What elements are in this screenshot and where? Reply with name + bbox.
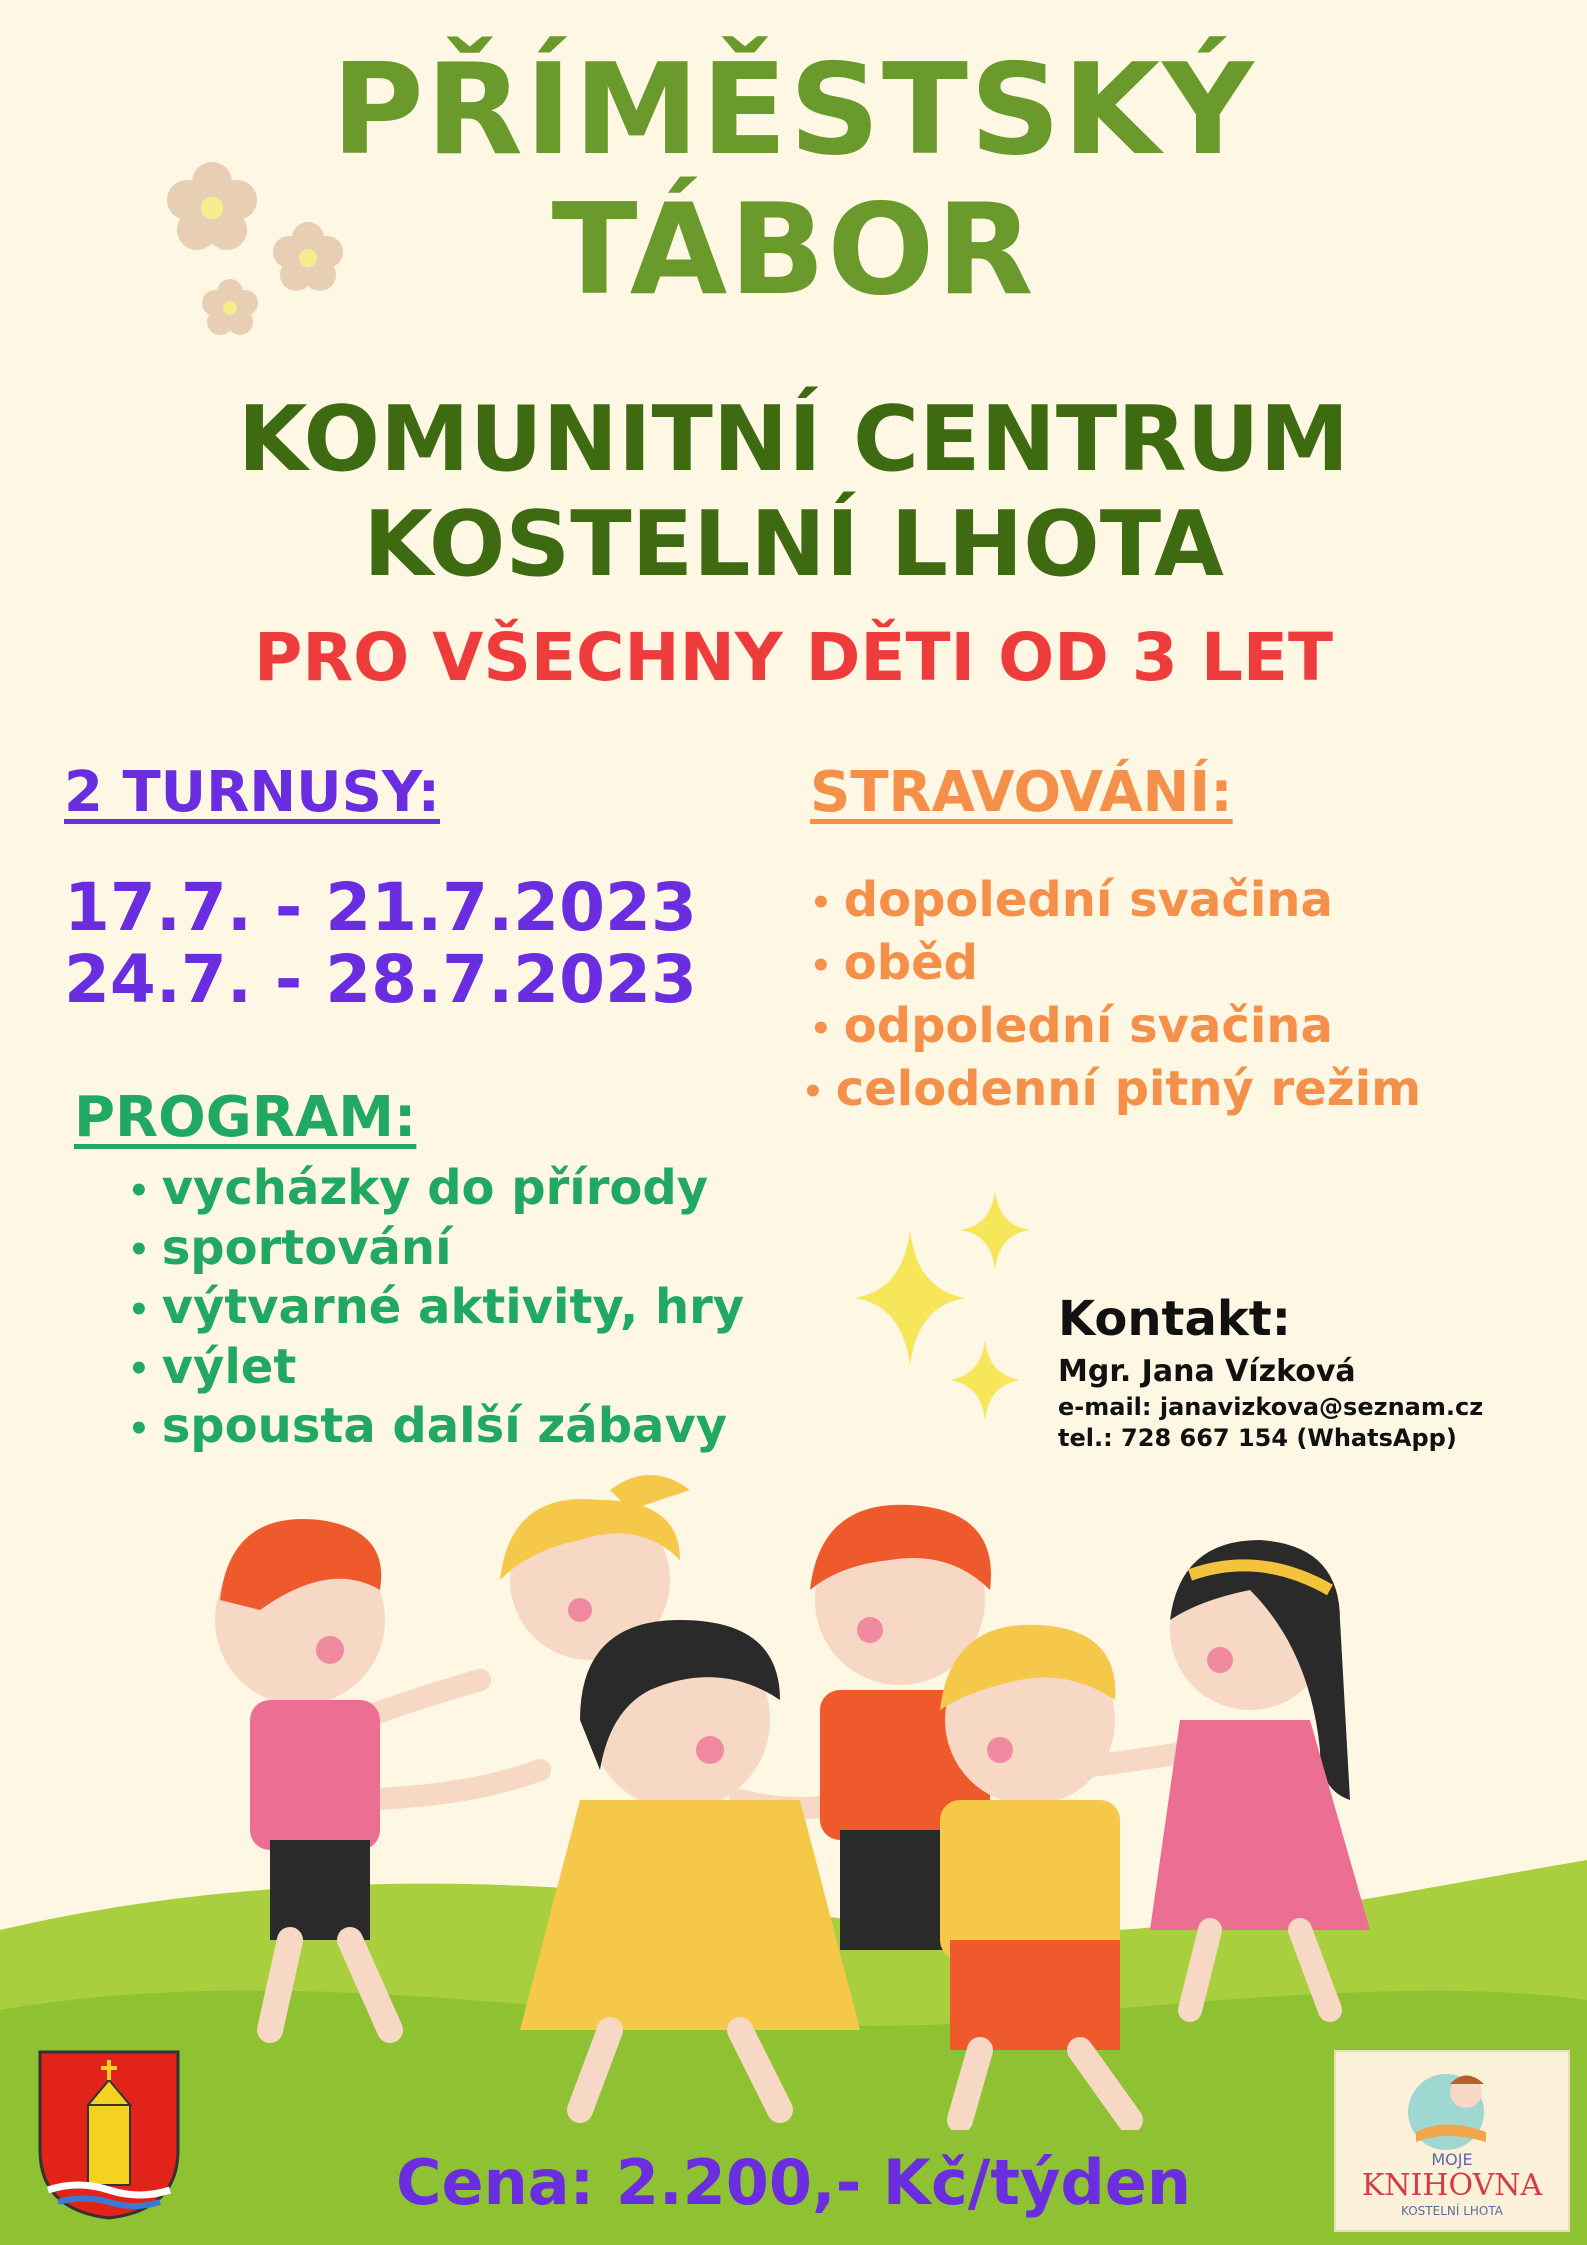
- list-item: • dopolední svačina: [810, 872, 1333, 928]
- title-line-2: TÁBOR: [551, 176, 1036, 323]
- contact-phone[interactable]: tel.: 728 667 154 (WhatsApp): [1058, 1424, 1457, 1452]
- bullet-icon: •: [810, 946, 832, 986]
- bullet-icon: •: [128, 1289, 150, 1330]
- stravovani-heading: STRAVOVÁNÍ:: [810, 760, 1233, 825]
- contact-email[interactable]: e-mail: janavizkova@seznam.cz: [1058, 1393, 1484, 1421]
- list-item: • výlet: [128, 1338, 297, 1395]
- list-item: • sportování: [128, 1219, 452, 1276]
- program-heading: PROGRAM:: [74, 1085, 417, 1150]
- bullet-icon: •: [128, 1408, 150, 1449]
- list-item: • výtvarné aktivity, hry: [128, 1279, 745, 1335]
- reading-child-icon: [1386, 2062, 1516, 2152]
- stravovani-list: [802, 870, 1422, 1122]
- venue-line-2: KOSTELNÍ LHOTA: [363, 492, 1224, 597]
- list-item: • odpolední svačina: [810, 998, 1333, 1054]
- list-item: • oběd: [810, 935, 978, 991]
- turnusy-heading: 2 TURNUSY:: [64, 760, 441, 825]
- bullet-icon: •: [802, 1072, 824, 1112]
- library-place: KOSTELNÍ LHOTA: [1401, 2204, 1503, 2218]
- age-note: PRO VŠECHNY DĚTI OD 3 LET: [253, 619, 1333, 696]
- library-name: KNIHOVNA: [1361, 2168, 1543, 2203]
- bullet-icon: •: [128, 1170, 150, 1211]
- contact-block: [1058, 1290, 1483, 1454]
- list-item: • celodenní pitný režim: [802, 1061, 1422, 1117]
- price: Cena: 2.200,- Kč/týden: [396, 2146, 1191, 2219]
- contact-name: Mgr. Jana Vízková: [1058, 1354, 1356, 1389]
- children-circle-illustration: [180, 1470, 1420, 2130]
- bullet-icon: •: [810, 1009, 832, 1049]
- child-1: [215, 1519, 390, 2030]
- program-list: [128, 1160, 744, 1458]
- library-moje: MOJE: [1431, 2150, 1473, 2169]
- turnus-date-2: 24.7. - 28.7.2023: [64, 941, 697, 1018]
- contact-heading: Kontakt:: [1058, 1291, 1291, 1347]
- list-item: • spousta další zábavy: [128, 1398, 728, 1454]
- bullet-icon: •: [128, 1230, 150, 1270]
- child-6: [1150, 1540, 1370, 2010]
- list-item: • vycházky do přírody: [128, 1160, 709, 1216]
- bullet-icon: •: [128, 1349, 150, 1389]
- child-5: [940, 1625, 1130, 2120]
- sparkle-star-icon: [855, 1190, 1045, 1430]
- child-3: [520, 1620, 860, 2110]
- title-line-1: PŘÍMĚSTSKÝ: [331, 36, 1256, 183]
- venue-line-1: KOMUNITNÍ CENTRUM: [237, 387, 1350, 492]
- bullet-icon: •: [810, 883, 832, 923]
- turnus-date-1: 17.7. - 21.7.2023: [64, 869, 697, 946]
